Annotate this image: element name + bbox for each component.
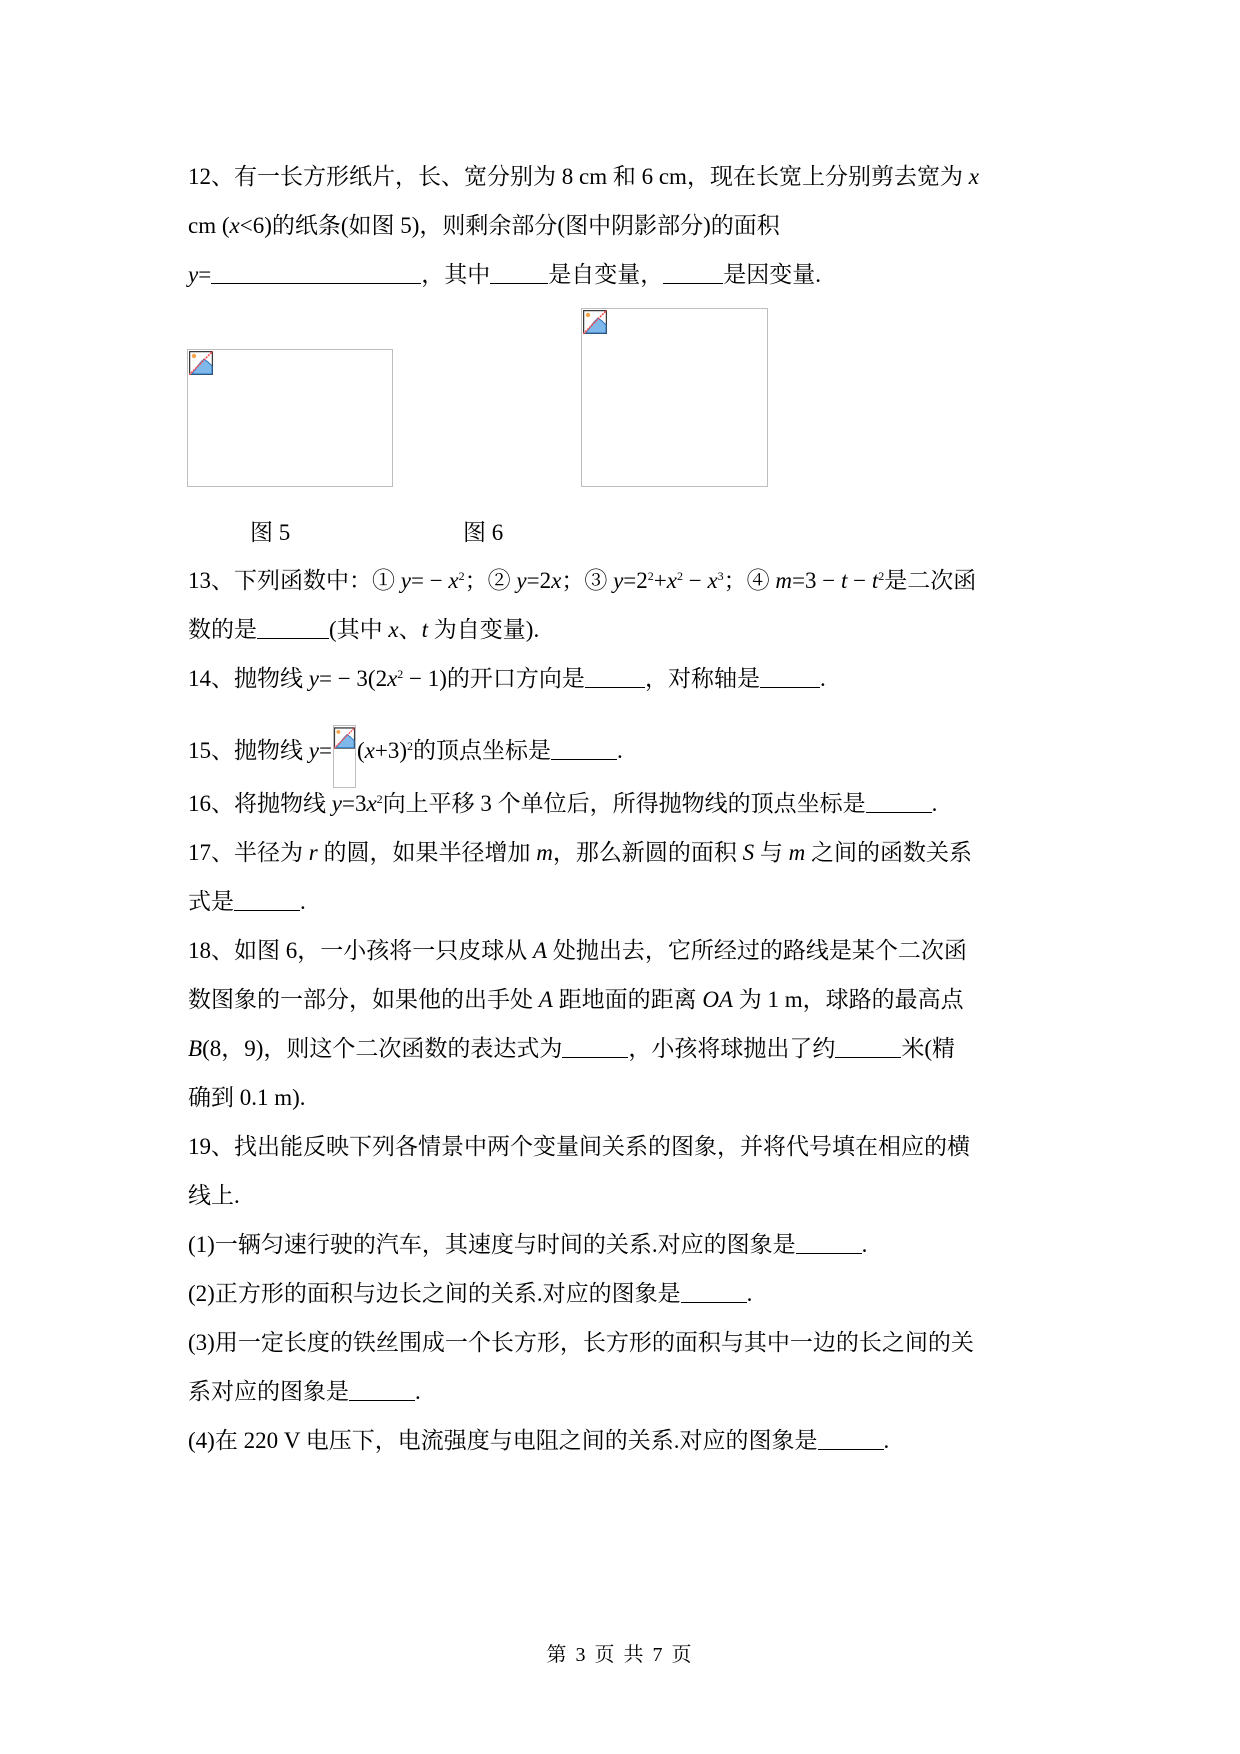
answer-blank-q13[interactable] — [257, 616, 329, 639]
question-17-line-2: 式是 . — [188, 889, 306, 914]
question-15: 15、抛物线 y= $(x+3)^2$的顶点坐标是 . — [188, 725, 623, 788]
question-12-line-3: y= ，其中 是自变量， 是因变量. — [188, 262, 821, 287]
question-19-sub-3-line-1: (3)用一定长度的铁丝围成一个长方形，长方形的面积与其中一边的长之间的关 — [188, 1330, 974, 1355]
question-17-line-1: 17、半径为 r 的圆，如果半径增加 m，那么新圆的面积 S 与 m 之间的函数关系 — [188, 840, 972, 865]
answer-blank-symmetry-axis[interactable] — [760, 665, 820, 688]
question-19-sub-4: (4)在 220 V 电压下，电流强度与电阻之间的关系.对应的图象是 . — [188, 1428, 890, 1453]
figure-6-caption: 图 6 — [463, 520, 504, 545]
question-18-line-4: 确到 0.1 m). — [188, 1085, 306, 1110]
figure-5-image — [187, 349, 393, 487]
question-18-line-1: 18、如图 6，一小孩将一只皮球从 A 处抛出去，它所经过的路线是某个二次函 — [188, 938, 967, 963]
question-13-line-2: 数的是 (其中 x、t 为自变量). — [188, 617, 540, 642]
figure-5-caption: 图 5 — [250, 520, 291, 545]
question-19-line-1: 19、找出能反映下列各情景中两个变量间关系的图象，并将代号填在相应的横 — [188, 1134, 970, 1159]
question-19-sub-1: (1)一辆匀速行驶的汽车，其速度与时间的关系.对应的图象是 . — [188, 1232, 868, 1257]
answer-blank-dependent-var[interactable] — [663, 261, 723, 284]
answer-blank-19-2[interactable] — [681, 1280, 747, 1303]
question-13-line-1: 13、下列函数中：① $y= - x^2$；② y=2x；③ $y=2^2+x^2 - x^3$；④ $m=3 - t - t^2$是二次函 — [188, 568, 977, 593]
broken-image-icon — [189, 351, 213, 375]
question-19-line-2: 线上. — [188, 1183, 240, 1208]
broken-image-icon — [583, 310, 607, 334]
answer-blank-19-1[interactable] — [796, 1231, 862, 1254]
broken-image-icon — [334, 726, 355, 750]
answer-blank-vertex-q16[interactable] — [866, 790, 932, 813]
question-16: 16、将抛物线 $y=3x^2$向上平移 3 个单位后，所得抛物线的顶点坐标是 . — [188, 791, 938, 816]
answer-blank-vertex-q15[interactable] — [551, 737, 617, 760]
question-19-sub-2: (2)正方形的面积与边长之间的关系.对应的图象是 . — [188, 1281, 753, 1306]
inline-formula-image — [333, 725, 356, 788]
answer-blank-independent-var[interactable] — [490, 261, 548, 284]
answer-blank-area[interactable] — [211, 261, 421, 284]
question-12-line-1: 12、有一长方形纸片，长、宽分别为 8 cm 和 6 cm，现在长宽上分别剪去宽为 x — [188, 164, 979, 189]
answer-blank-q17[interactable] — [234, 888, 300, 911]
answer-blank-19-3[interactable] — [349, 1378, 415, 1401]
question-12-line-2: cm (x<6)的纸条(如图 5)，则剩余部分(图中阴影部分)的面积 — [188, 213, 780, 238]
question-14: 14、抛物线 $y= - 3(2x^2 - 1)$的开口方向是 ，对称轴是 . — [188, 666, 826, 691]
page-number-footer: 第 3 页 共 7 页 — [546, 1644, 694, 1666]
answer-blank-expression[interactable] — [562, 1035, 628, 1058]
question-19-sub-3-line-2: 系对应的图象是 . — [188, 1379, 421, 1404]
question-18-line-3: B(8，9)，则这个二次函数的表达式为 ，小孩将球抛出了约 米(精 — [188, 1036, 956, 1061]
answer-blank-19-4[interactable] — [818, 1427, 884, 1450]
answer-blank-distance[interactable] — [835, 1035, 901, 1058]
question-18-line-2: 数图象的一部分，如果他的出手处 A 距地面的距离 OA 为 1 m，球路的最高点 — [188, 987, 964, 1012]
figure-6-image — [581, 308, 768, 487]
answer-blank-opening-direction[interactable] — [585, 665, 645, 688]
